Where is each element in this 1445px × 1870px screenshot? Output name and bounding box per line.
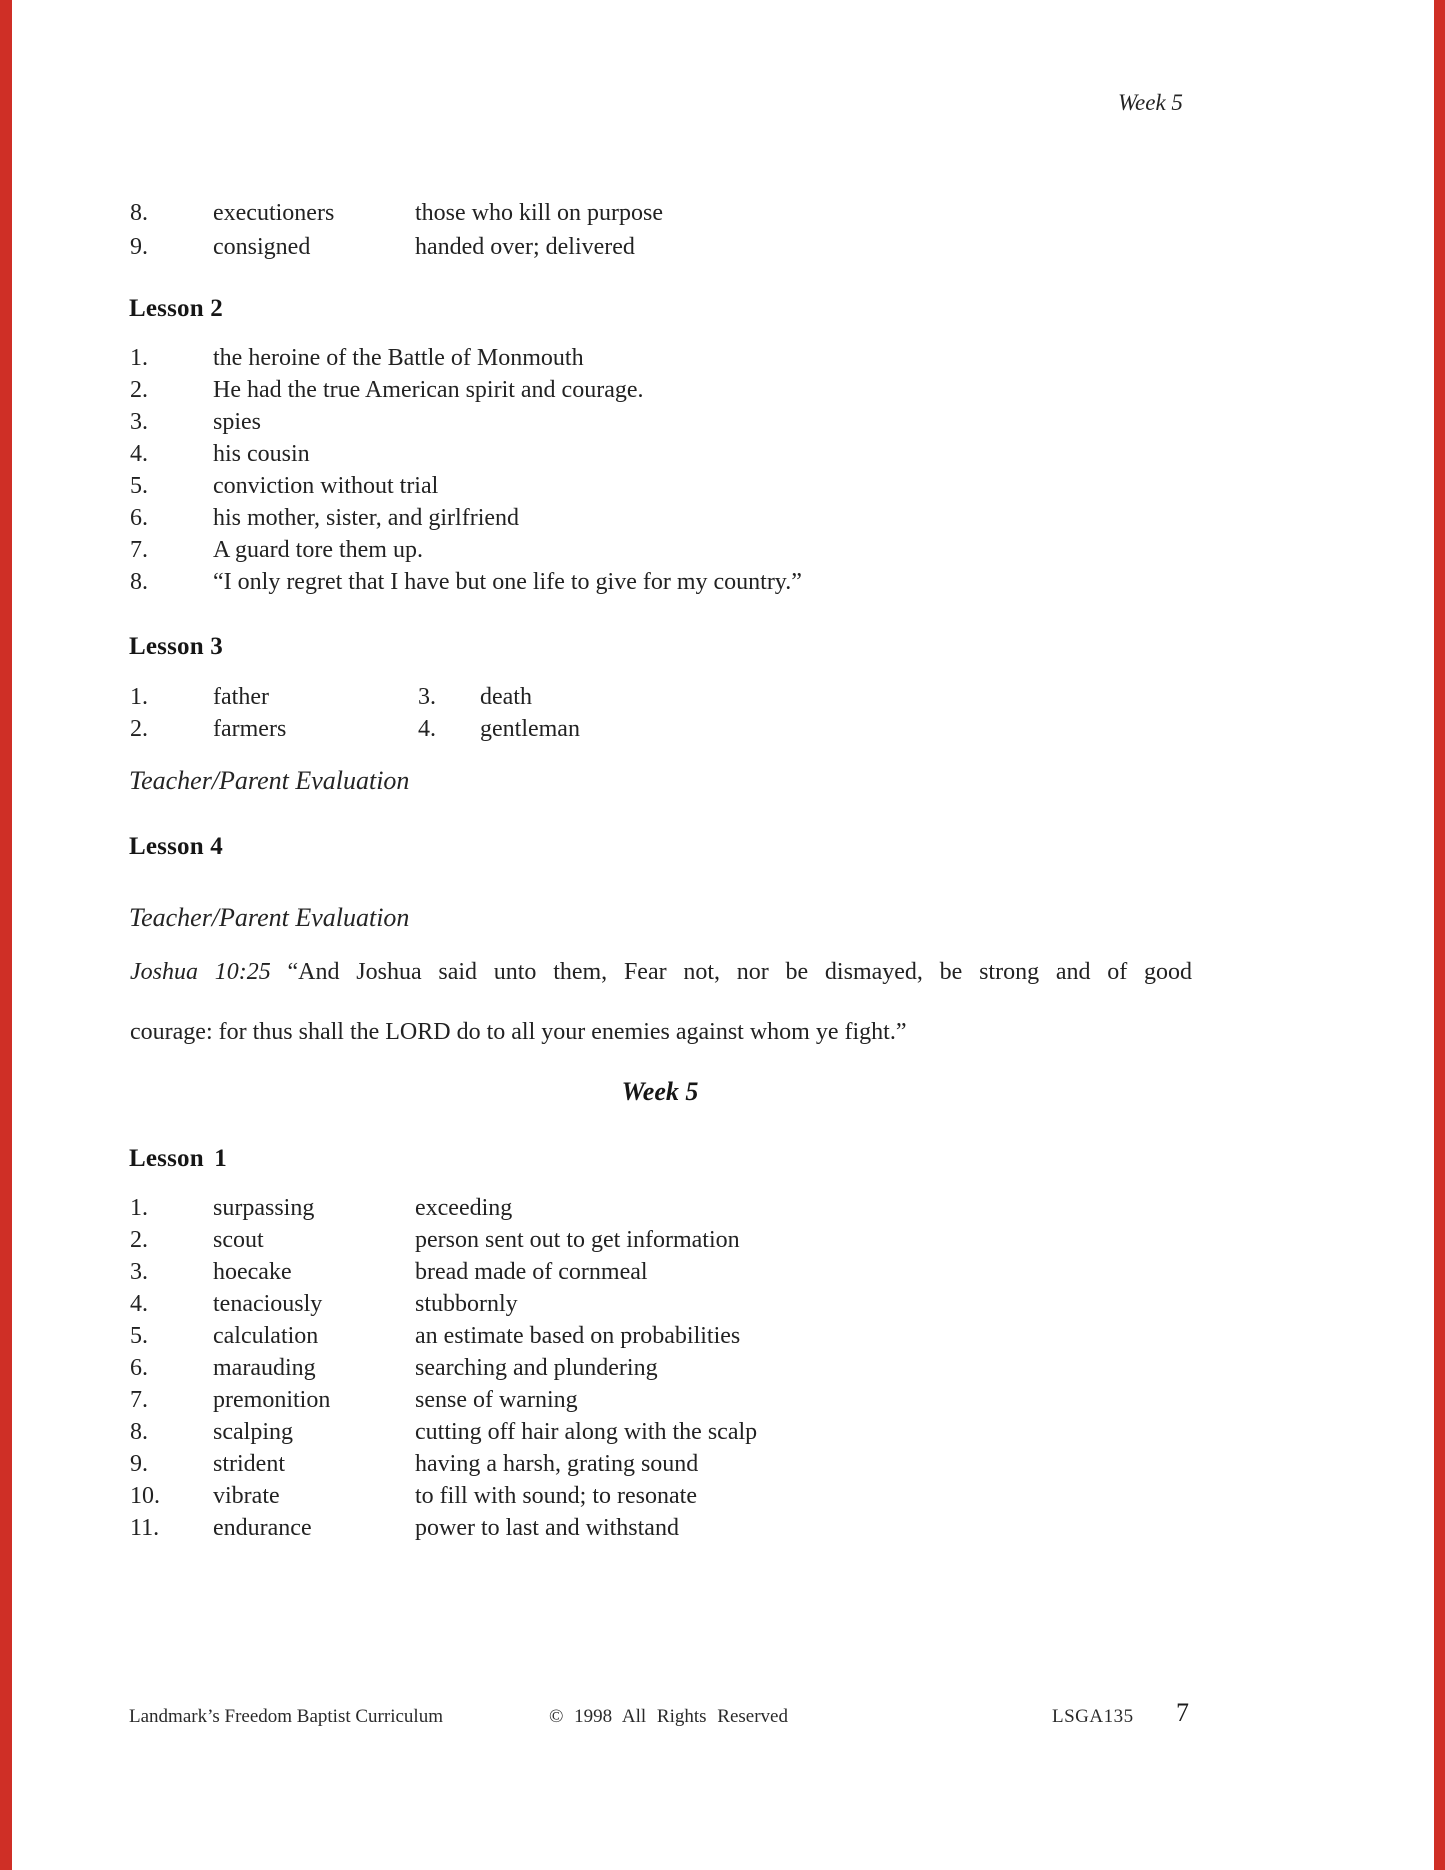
item-number: 6. [130, 1355, 148, 1381]
vocab-term: tenaciously [213, 1291, 323, 1317]
item-number: 11. [130, 1515, 160, 1541]
vocab-definition: to fill with sound; to resonate [415, 1483, 697, 1509]
lesson-1-heading: Lesson 1 [129, 1145, 227, 1172]
vocab-definition: cutting off hair along with the scalp [415, 1419, 758, 1445]
item-number: 8. [130, 569, 148, 595]
item-number: 8. [130, 200, 148, 226]
item-number: 7. [130, 537, 148, 563]
vocab-term: hoecake [213, 1259, 292, 1285]
vocab-term: strident [213, 1451, 285, 1477]
page-number: 7 [1176, 1698, 1189, 1727]
vocab-term: surpassing [213, 1195, 315, 1221]
scripture-text: “And Joshua said unto them, Fear not, nor be dismayed, be strong and of good [287, 959, 1193, 985]
vocab-term: scout [213, 1227, 264, 1253]
vocab-definition: exceeding [415, 1195, 513, 1221]
scan-edge-red-left [0, 0, 12, 1870]
scripture-reference: Joshua 10:25 [130, 959, 271, 985]
vocab-term: executioners [213, 200, 335, 226]
item-number: 1. [130, 345, 148, 371]
answer-text: his mother, sister, and girlfriend [213, 505, 520, 531]
answer-text: the heroine of the Battle of Monmouth [213, 345, 584, 371]
item-number: 9. [130, 1451, 148, 1477]
teacher-parent-evaluation-label: Teacher/Parent Evaluation [129, 903, 410, 932]
item-number: 5. [130, 473, 148, 499]
item-number: 4. [130, 441, 148, 467]
item-number: 9. [130, 234, 148, 260]
lesson-4-heading: Lesson 4 [129, 833, 223, 860]
vocab-term: marauding [213, 1355, 316, 1381]
vocab-term: calculation [213, 1323, 319, 1349]
item-number: 10. [130, 1483, 160, 1509]
vocab-term: vibrate [213, 1483, 280, 1509]
item-number: 7. [130, 1387, 148, 1413]
item-number: 2. [130, 1227, 148, 1253]
scan-edge-red-right [1434, 0, 1445, 1870]
item-number: 1. [130, 684, 148, 710]
answer-text: spies [213, 409, 261, 435]
answer-text: A guard tore them up. [213, 537, 423, 563]
item-number: 3. [418, 684, 436, 710]
item-number: 3. [130, 409, 148, 435]
lesson-2-answer-list [130, 342, 1130, 598]
teacher-parent-evaluation-label: Teacher/Parent Evaluation [129, 766, 410, 795]
scripture-line-1 [130, 957, 1192, 1017]
vocab-definition: those who kill on purpose [415, 200, 663, 226]
answer-text: He had the true American spirit and courage. [213, 377, 644, 403]
vocab-definition: bread made of cornmeal [415, 1259, 648, 1285]
vocab-term: premonition [213, 1387, 331, 1413]
answer-text: death [480, 684, 532, 710]
vocab-definition: person sent out to get information [415, 1227, 740, 1253]
vocab-definition: searching and plundering [415, 1355, 658, 1381]
answer-text: gentleman [480, 716, 580, 742]
item-number: 3. [130, 1259, 148, 1285]
lesson-3-answer-grid [130, 681, 830, 745]
vocab-definition: having a harsh, grating sound [415, 1451, 699, 1477]
lesson-3-heading: Lesson 3 [129, 633, 223, 660]
answer-text: “I only regret that I have but one life to give for my country.” [213, 569, 802, 595]
item-number: 6. [130, 505, 148, 531]
vocab-definition: handed over; delivered [415, 234, 635, 260]
item-number: 5. [130, 1323, 148, 1349]
scripture-quote [130, 957, 1192, 1047]
lesson-1-vocab-list [130, 1192, 1130, 1544]
vocab-definition: stubbornly [415, 1291, 518, 1317]
item-number: 2. [130, 716, 148, 742]
footer-publisher: Landmark’s Freedom Baptist Curriculum [129, 1706, 443, 1727]
item-number: 4. [130, 1291, 148, 1317]
item-number: 8. [130, 1419, 148, 1445]
vocab-term: scalping [213, 1419, 293, 1445]
answer-text: his cousin [213, 441, 310, 467]
vocab-list-carryover [130, 196, 1030, 264]
lesson-2-heading: Lesson 2 [129, 295, 223, 322]
vocab-definition: sense of warning [415, 1387, 578, 1413]
scripture-line-2: courage: for thus shall the LORD do to all your enemies against whom ye fight.” [130, 1019, 907, 1045]
vocab-term: endurance [213, 1515, 312, 1541]
answer-text: father [213, 684, 269, 710]
item-number: 1. [130, 1195, 148, 1221]
running-header-week: Week 5 [1118, 90, 1183, 115]
vocab-definition: power to last and withstand [415, 1515, 679, 1541]
vocab-term: consigned [213, 234, 311, 260]
item-number: 2. [130, 377, 148, 403]
item-number: 4. [418, 716, 436, 742]
vocab-definition: an estimate based on probabilities [415, 1323, 741, 1349]
footer-copyright: © 1998 All Rights Reserved [549, 1706, 788, 1727]
answer-text: farmers [213, 716, 287, 742]
week-5-section-heading: Week 5 [621, 1077, 699, 1106]
footer-course-code: LSGA135 [1052, 1706, 1134, 1727]
answer-text: conviction without trial [213, 473, 439, 499]
